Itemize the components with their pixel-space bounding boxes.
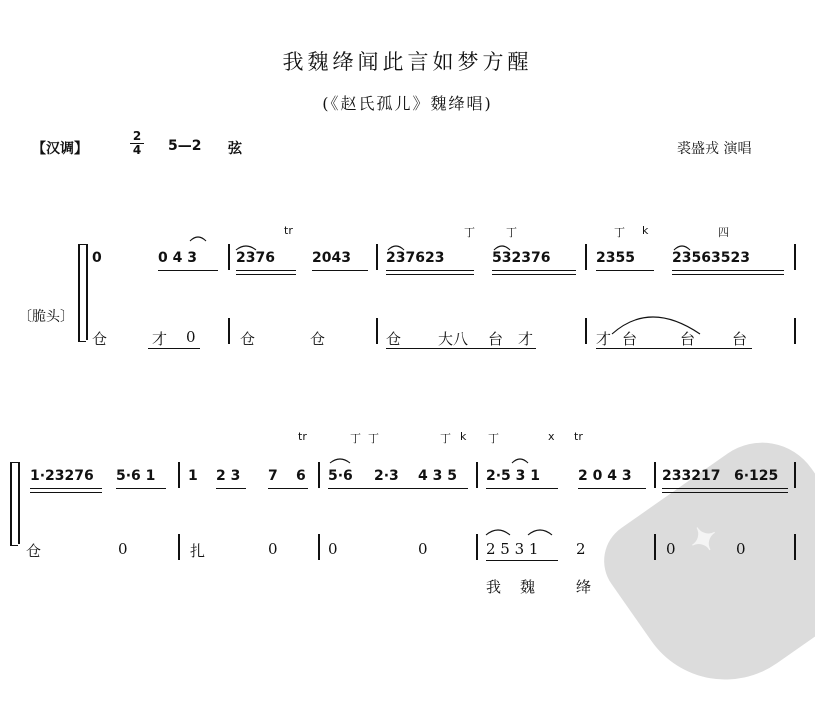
ornament-mark: tr [574,430,583,443]
meter-bottom: 4 [130,143,144,157]
percussion-syllable: 台 [680,330,696,348]
percussion-syllable: 才 [518,330,534,348]
melody-note-group: 237623 [386,250,445,266]
lyric-character: 我 [486,578,502,596]
slur [612,317,700,334]
slur [236,246,256,250]
percussion-syllable: 0 [268,540,278,558]
percussion-syllable: 才 [152,330,168,348]
percussion-syllable: 仓 [310,330,326,348]
melody-note-group: 5·6 [328,468,353,484]
slur [512,459,528,463]
instrument: 弦 [228,141,242,157]
ornament-mark: tr [298,430,307,443]
melody-note-group: 2355 [596,250,635,266]
ornament-mark: k [642,224,649,237]
percussion-syllable: 2 [576,540,586,558]
ornament-mark: 丁 [506,226,517,239]
page-subtitle: (《赵氏孤儿》魏绛唱) [322,94,493,113]
lyric-character: 绛 [576,578,592,596]
melody-note-group: 0 [92,250,102,266]
slur [494,246,510,250]
percussion-syllable: 0 [666,540,676,558]
melody-note-group: 2 3 [216,468,241,484]
percussion-syllable: 台 [732,330,748,348]
slur [528,530,552,535]
ornament-mark: x [548,430,555,443]
percussion-syllable: 仓 [386,330,402,348]
melody-note-group: 2376 [236,250,275,266]
melody-note-group: 6·125 [734,468,779,484]
melody-note-group: 233217 [662,468,721,484]
watermark-glyph: ✦ [681,515,727,565]
percussion-syllable: 仓 [26,542,42,560]
slur [486,530,510,535]
melody-note-group: 1·23276 [30,468,94,484]
slur [330,459,350,463]
ornament-mark: tr [284,224,293,237]
percussion-syllable: 0 [328,540,338,558]
page-title: 我魏绛闻此言如梦方醒 [282,50,533,74]
ornament-mark: 丁 [440,432,451,445]
ornament-mark: 丁 [614,226,625,239]
ornament-mark: 丁 [350,432,361,445]
percussion-syllable: 0 [418,540,428,558]
percussion-syllable: 大八 [438,330,469,348]
melody-note-group: 4 3 5 [418,468,457,484]
melody-note-group: 0 4 3 [158,250,197,266]
key-signature: 【汉调】 [32,141,88,157]
melody-note-group: 532376 [492,250,551,266]
melody-note-group: 2 0 4 3 [578,468,632,484]
percussion-syllable: 仓 [240,330,256,348]
percussion-syllable: 台 [488,330,504,348]
performer: 裘盛戎 演唱 [677,141,752,157]
ornament-mark: 丁 [464,226,475,239]
percussion-syllable: 才 [596,330,612,348]
percussion-syllable: 仓 [92,330,108,348]
melody-note-group: 2043 [312,250,351,266]
meter-top: 2 [132,129,142,143]
melody-note-group: 2·3 [374,468,399,484]
ornament-mark: k [460,430,467,443]
percussion-syllable: 0 [186,328,196,346]
melody-note-group: 1 [188,468,198,484]
melody-note-group: 7 [268,468,278,484]
percussion-syllable: 2 5 3 1 [486,540,539,558]
ornament-mark: 丁 [488,432,499,445]
percussion-syllable: 0 [118,540,128,558]
percussion-syllable: 0 [736,540,746,558]
slur [674,246,690,250]
ornament-mark: 丁 [368,432,379,445]
slur [388,246,404,250]
ornament-mark: 四 [718,226,729,239]
system1-label: 〔脆头〕 [18,309,74,325]
percussion-syllable: 扎 [190,542,206,560]
melody-note-group: 6 [296,468,306,484]
melody-note-group: 23563523 [672,250,750,266]
melody-note-group: 5·6 1 [116,468,156,484]
lyric-character: 魏 [520,578,536,596]
percussion-syllable: 台 [622,330,638,348]
tuning: 5—2 [168,138,202,154]
melody-note-group: 2·5 3 1 [486,468,541,484]
slur [190,237,206,241]
